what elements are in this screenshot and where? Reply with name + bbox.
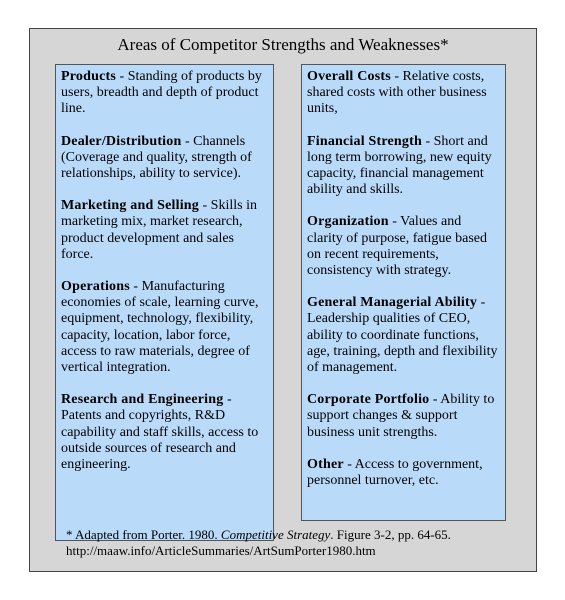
- entry-dealer-distribution: Dealer/Distribution - Channels (Coverage and quality, strength of relationships, ability to service).: [61, 133, 252, 182]
- entry-heading: Other: [307, 456, 344, 472]
- footnote-url: http://maaw.info/ArticleSummaries/ArtSumPorter1980.htm: [66, 543, 376, 558]
- entry-products: Products - Standing of products by users, breadth and depth of product line.: [61, 69, 262, 117]
- entry-organization: Organization - Values and clarity of purpose, fatigue based on recent requirements, consistency with strategy.: [307, 214, 487, 279]
- entry-general-managerial-ability: General Managerial Ability - Leadership qualities of CEO, ability to coordinate functions, age, training, depth and flexibility of management.: [307, 295, 498, 376]
- entry-research-and-engineering: Research and Engineering - Patents and copyrights, R&D capability and staff skills, access to outside sources of research and engineering.: [61, 392, 259, 473]
- entry-other: Other - Access to government, personnel turnover, etc.: [307, 456, 483, 489]
- entry-heading: Operations: [61, 279, 130, 295]
- entry-text: Access to government, personnel turnover, etc.: [307, 456, 483, 489]
- entry-corporate-portfolio: Corporate Portfolio - Ability to support changes & support business unit strengths.: [307, 392, 495, 440]
- entry-text: Patents and copyrights, R&D capability and staff skills, access to outside sources of research and engineering.: [61, 408, 259, 473]
- footnote: [66, 527, 451, 559]
- entry-text: Skills in marketing mix, market research, product development and sales force.: [61, 198, 257, 262]
- entry-text: Ability to support changes & support business unit strengths.: [307, 392, 495, 440]
- entry-text: Values and clarity of purpose, fatigue based on recent requirements, consistency with strategy.: [307, 214, 487, 279]
- entry-text: Leadership qualities of CEO, ability to coordinate functions, age, training, depth and flexibility of management.: [307, 311, 498, 376]
- entry-heading: Organization: [307, 214, 389, 230]
- right-column: [301, 64, 506, 521]
- entry-heading: Research and Engineering: [61, 392, 224, 408]
- entry-marketing-and-selling: Marketing and Selling - Skills in marketing mix, market research, product development and sales force.: [61, 198, 257, 262]
- entry-text: Standing of products by users, breadth and depth of product line.: [61, 69, 262, 117]
- footnote-prefix: * Adapted from Porter. 1980.: [66, 527, 221, 542]
- entry-heading: Dealer/Distribution: [61, 133, 182, 149]
- figure-panel: [29, 28, 537, 572]
- entry-heading: Marketing and Selling: [61, 198, 199, 214]
- entry-financial-strength: Financial Strength - Short and long term borrowing, new equity capacity, financial management ability and skills.: [307, 133, 492, 198]
- entry-heading: Financial Strength: [307, 133, 422, 149]
- entry-heading: General Managerial Ability: [307, 295, 478, 311]
- figure-title: Areas of Competitor Strengths and Weaknesses*: [117, 35, 449, 54]
- entry-heading: Products: [61, 69, 117, 84]
- entry-heading: Overall Costs: [307, 69, 391, 84]
- left-column: [55, 64, 274, 541]
- entry-text: Short and long term borrowing, new equity capacity, financial management ability and skills.: [307, 133, 492, 198]
- entry-text: Relative costs, shared costs with other business units,: [307, 69, 487, 117]
- entry-overall-costs: Overall Costs - Relative costs, shared costs with other business units,: [307, 69, 487, 117]
- footnote-suffix: . Figure 3-2, pp. 64-65.: [330, 527, 451, 542]
- entry-text: Manufacturing economies of scale, learning curve, equipment, technology, flexibility, capacity, location, labor force, access to raw materials, degree of vertical integration.: [61, 279, 259, 376]
- footnote-book-title: Competitive Strategy: [220, 527, 331, 542]
- footnote-citation: [66, 527, 451, 543]
- entry-heading: Corporate Portfolio: [307, 392, 430, 408]
- entry-operations: Operations - Manufacturing economies of scale, learning curve, equipment, technology, flexibility, capacity, location, labor force, access to raw materials, degree of vertical integration.: [61, 279, 259, 376]
- entry-text: Channels (Coverage and quality, strength of relationships, ability to service).: [61, 133, 252, 182]
